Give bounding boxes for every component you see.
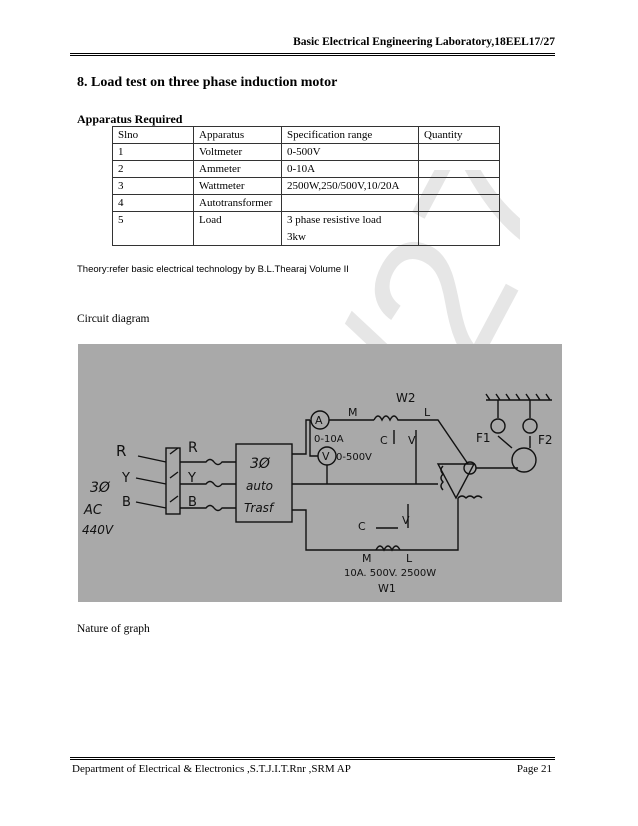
table-row (113, 178, 500, 195)
line-r-out (180, 460, 236, 465)
graph-heading: Nature of graph (77, 623, 150, 635)
circuit-heading: Circuit diagram (77, 313, 150, 325)
phase-label-r: R (116, 442, 127, 460)
wattmeter-top-l: L (424, 406, 431, 419)
column-header: Slno (113, 127, 194, 144)
wattmeter-top-name: W2 (396, 391, 416, 405)
table-cell: 5 (113, 212, 194, 246)
switch-blades (170, 448, 178, 502)
brake-label-f2: F2 (538, 433, 553, 447)
out-label-r: R (188, 440, 198, 456)
table-cell: 4 (113, 195, 194, 212)
wattmeter-bottom-c: C (358, 520, 366, 533)
table-row (113, 212, 500, 246)
table-cell: Ammeter (194, 161, 282, 178)
wattmeter-top-v: V (408, 434, 416, 447)
spring-balance-left-dial (491, 419, 505, 433)
supply-voltage: 440V (82, 523, 114, 537)
wattmeter-bottom-v: V (402, 514, 410, 527)
experiment-title: 8. Load test on three phase induction motor (77, 75, 338, 90)
line-b-in (136, 502, 166, 508)
wattmeter-top-c: C (380, 434, 388, 447)
table-row (113, 144, 500, 161)
column-header: Quantity (419, 127, 500, 144)
apparatus-table (112, 126, 500, 246)
tpst-switch (166, 448, 180, 514)
brake-frame (486, 394, 552, 400)
wattmeter-bottom-name: W1 (378, 582, 396, 595)
table-cell: Wattmeter (194, 178, 282, 195)
table-cell: 1 (113, 144, 194, 161)
feed-bottom (292, 498, 458, 550)
table-cell: 2500W,250/500V,10/20A (282, 178, 419, 195)
motor-winding-a (441, 466, 443, 490)
table-row (113, 195, 500, 212)
apparatus-heading: Apparatus Required (77, 112, 183, 126)
footer-department: Department of Electrical & Electronics ,S.T.J.I.T.Rnr ,SRM AP (72, 763, 351, 775)
motor-stator (438, 464, 474, 498)
auto-word: auto (246, 479, 274, 493)
line-r-in (138, 456, 166, 462)
table-cell: Voltmeter (194, 144, 282, 161)
table-cell: 0-10A (282, 161, 419, 178)
table-cell (419, 212, 500, 246)
ammeter-range: 0-10A (314, 434, 344, 445)
wattmeter-bottom-m: M (362, 552, 372, 565)
table-cell: Autotransformer (194, 195, 282, 212)
supply-phase: 3Ø (90, 480, 110, 496)
cell-line: 3 phase resistive load (287, 214, 382, 226)
ammeter-symbol: A (315, 414, 323, 427)
supply-ac: AC (84, 503, 102, 518)
table-row (113, 161, 500, 178)
voltmeter-symbol: V (322, 450, 330, 463)
wattmeter-top-m: M (348, 406, 358, 419)
table-cell (419, 195, 500, 212)
table-cell (419, 161, 500, 178)
phase-label-y: Y (122, 471, 130, 486)
table-cell (282, 195, 419, 212)
circuit-diagram-svg (78, 344, 562, 602)
voltmeter-range: 0-500V (336, 452, 372, 463)
phase-label-b: B (122, 495, 131, 510)
wattmeter-bottom-rating: 10A. 500V. 2500W (344, 568, 437, 579)
table-cell: 0-500V (282, 144, 419, 161)
cell-line: 3kw (287, 231, 306, 243)
table-header-row (113, 127, 500, 144)
wattmeter-top-current-coil (374, 416, 468, 464)
footer-rule (70, 757, 555, 762)
wattmeter-bottom-l: L (406, 552, 413, 565)
spring-balance-right-dial (523, 419, 537, 433)
column-header: Specification range (282, 127, 419, 144)
footer-page-number: Page 21 (516, 763, 552, 775)
line-y-in (136, 478, 166, 484)
out-label-b: B (188, 495, 197, 510)
circuit-diagram (78, 344, 562, 602)
theory-text: Theory:refer basic electrical technology by B.L.Thearaj Volume II (77, 264, 349, 275)
table-cell: Load (194, 212, 282, 246)
table-cell (419, 144, 500, 161)
auto-phase: 3Ø (250, 456, 270, 472)
table-cell: 2 (113, 161, 194, 178)
out-label-y: Y (188, 471, 196, 486)
auto-trasf: Trasf (244, 501, 274, 515)
header-rule (70, 53, 555, 58)
brake-label-f1: F1 (476, 431, 491, 445)
table-cell: 3 (113, 178, 194, 195)
feed-top (292, 420, 310, 454)
table-cell (282, 212, 419, 246)
motor-winding-b (458, 496, 482, 498)
table-cell (419, 178, 500, 195)
column-header: Apparatus (194, 127, 282, 144)
brake-drum (512, 448, 536, 472)
header-title: Basic Electrical Engineering Laboratory,18EEL17/27 (293, 36, 555, 48)
